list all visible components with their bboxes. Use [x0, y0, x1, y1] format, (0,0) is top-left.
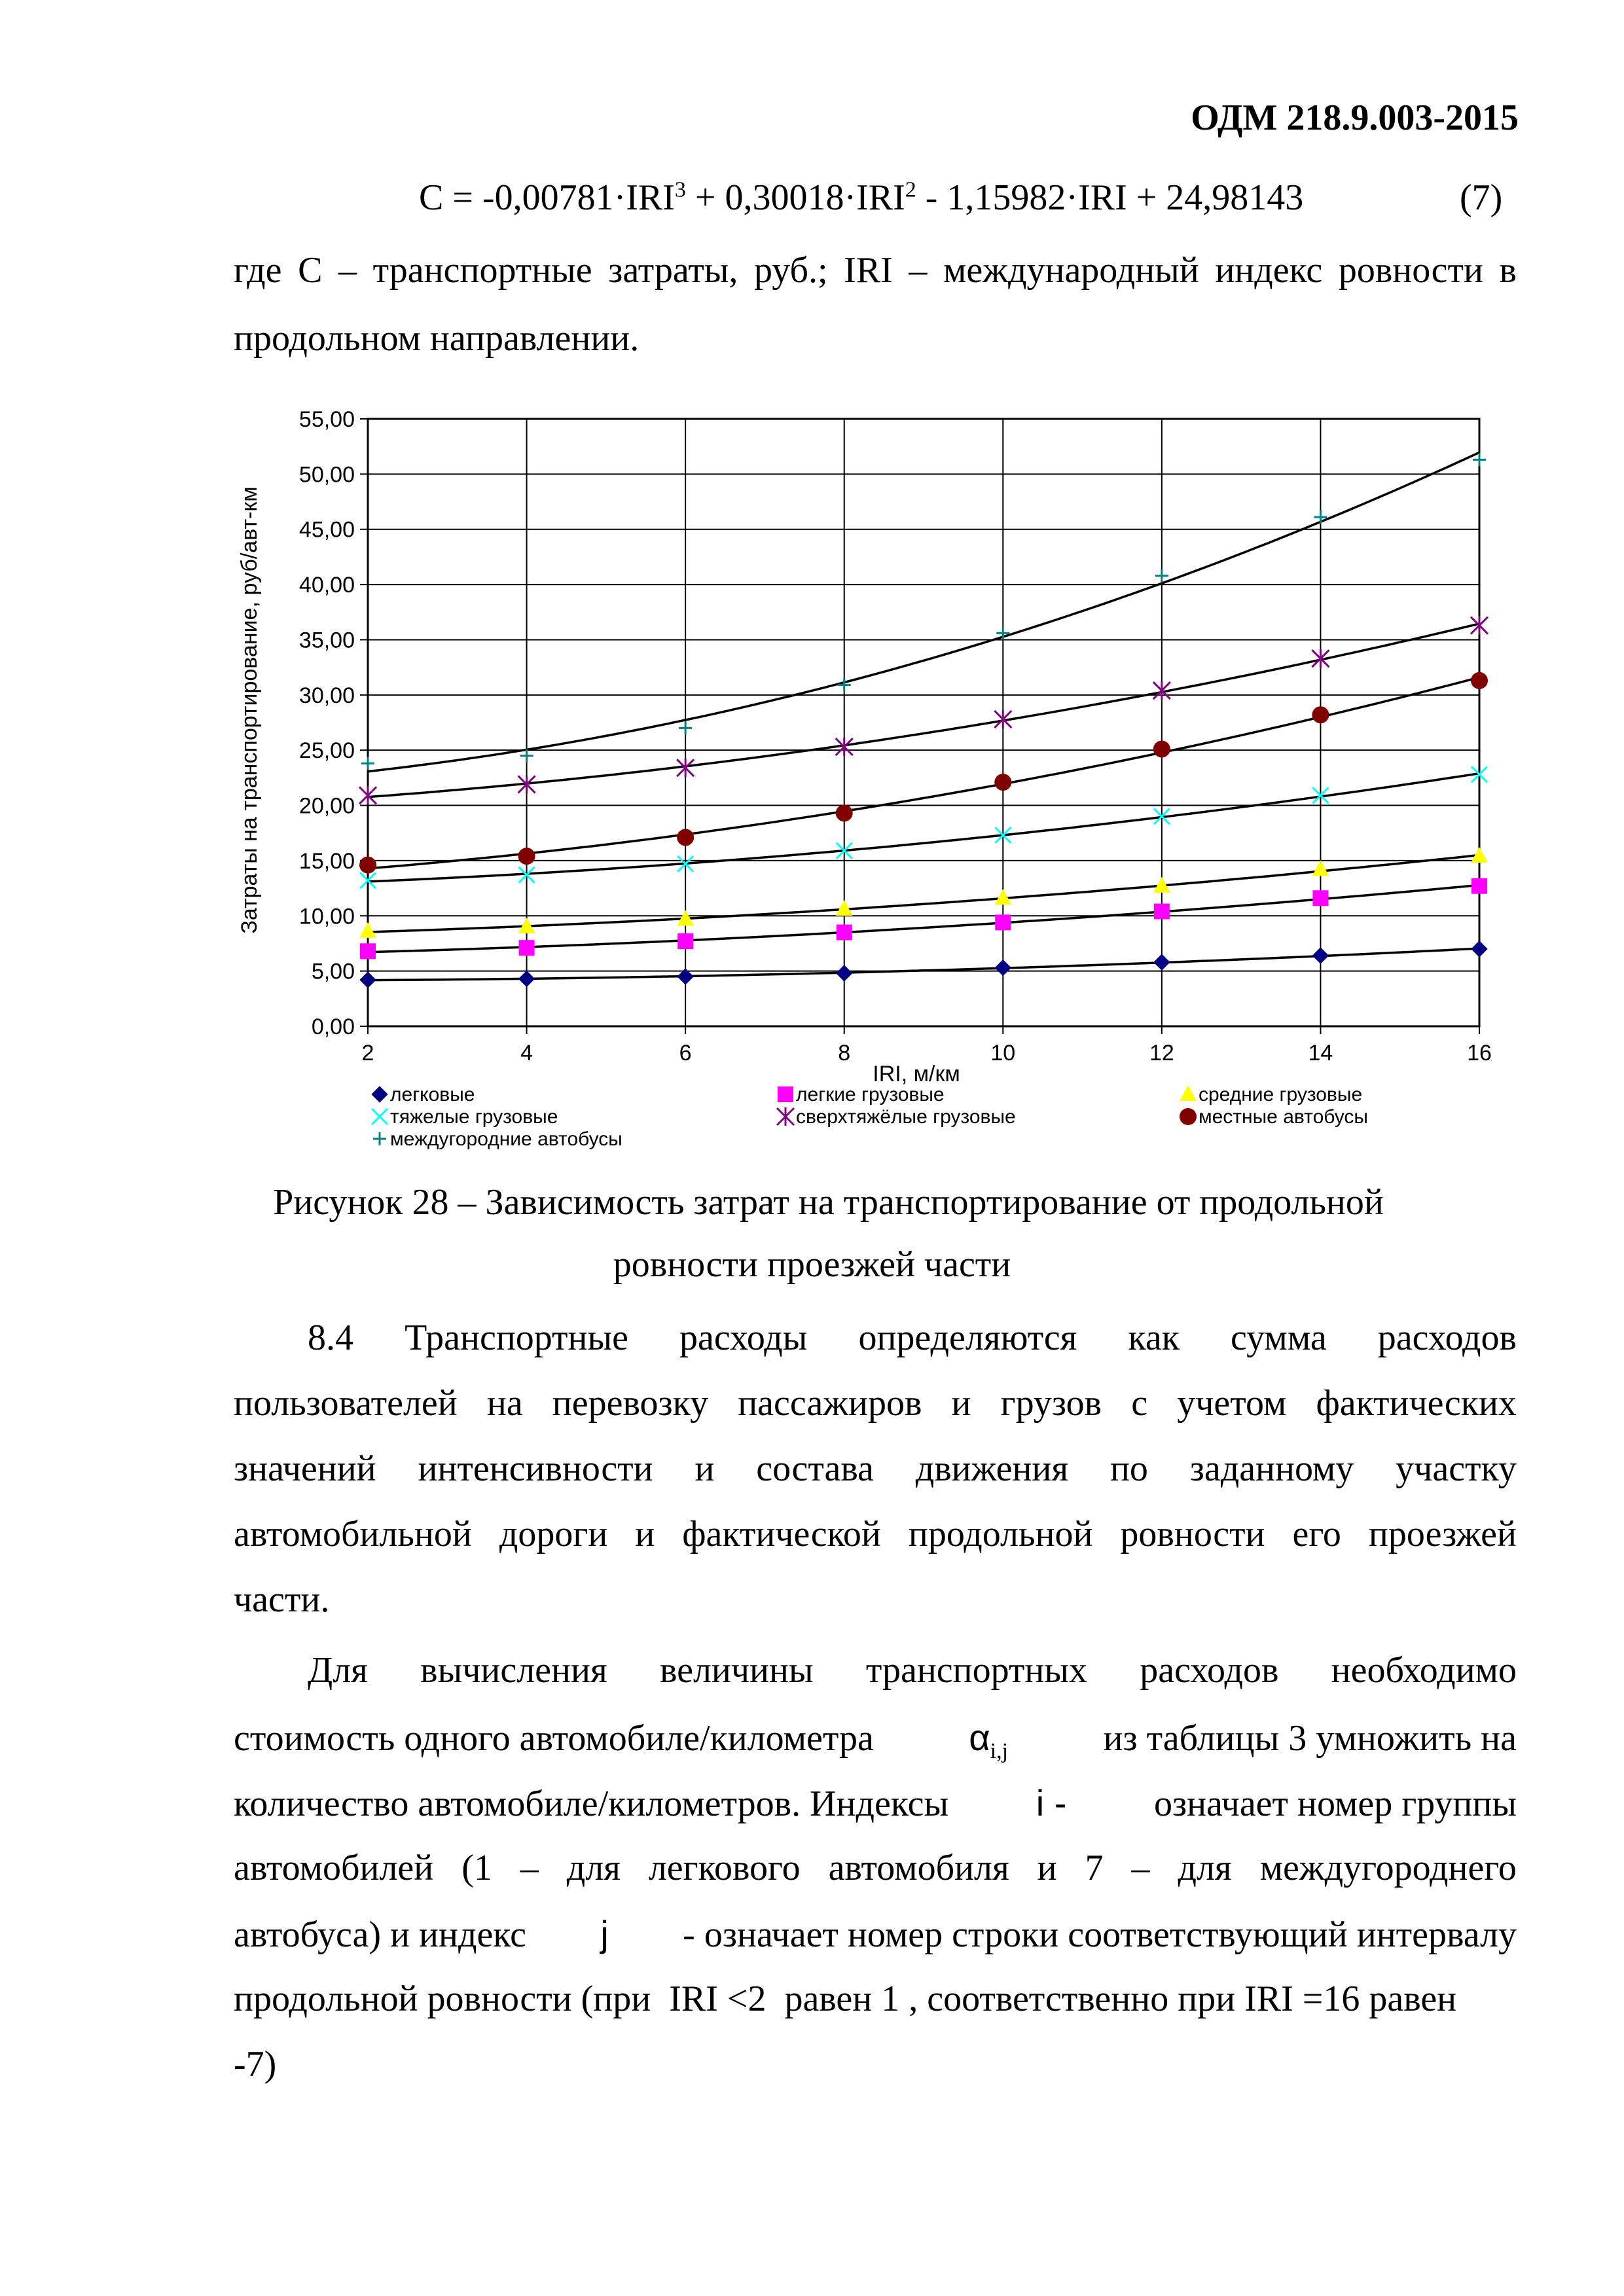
x-tick-label: 4	[520, 1041, 533, 1066]
paragraph-8-4-word: по	[1110, 1448, 1148, 1489]
x-tick-label: 14	[1308, 1041, 1333, 1066]
calc-line-1-word: величины	[659, 1650, 814, 1691]
paragraph-8-4-word: интенсивности	[418, 1448, 653, 1489]
y-tick-label: 55,00	[298, 407, 355, 432]
data-point	[778, 1086, 793, 1102]
data-point	[677, 829, 694, 846]
calc-line-1-word: Для	[308, 1650, 368, 1691]
calc-line-4-word: (1	[461, 1848, 492, 1888]
paragraph-8-4-word: пользователей	[234, 1383, 458, 1424]
data-point	[1180, 1085, 1197, 1101]
legend-item	[372, 1106, 558, 1128]
legend-label: средние грузовые	[1199, 1084, 1363, 1105]
data-point	[1154, 954, 1170, 970]
calc-line-4	[234, 1847, 1517, 1889]
calc-line-3-a: количество автомобиле/километров. Индексы	[234, 1784, 949, 1824]
calc-line-5	[234, 1912, 1517, 1956]
paragraph-8-4-word: движения	[915, 1448, 1069, 1489]
legend-label: сверхтяжёлые грузовые	[796, 1106, 1016, 1128]
data-point	[1471, 878, 1487, 894]
legend-label: легковые	[390, 1084, 475, 1105]
paragraph-8-4-line	[234, 1579, 1517, 1621]
x-tick-label: 2	[361, 1041, 374, 1066]
data-point	[1312, 948, 1328, 963]
plot-frame	[368, 419, 1479, 1026]
calc-line-4-word: автомобиля	[828, 1848, 1009, 1888]
calc-line-1-word: расходов	[1140, 1650, 1279, 1691]
legend-label: междугородние автобусы	[390, 1128, 623, 1150]
paragraph-8-4-line	[308, 1317, 1517, 1359]
paragraph-8-4-word: части.	[234, 1579, 330, 1620]
series-trend-line	[368, 677, 1479, 869]
paragraph-8-4-word: дороги	[499, 1514, 608, 1554]
y-tick-label: 45,00	[298, 517, 355, 543]
legend-label: местные автобусы	[1199, 1106, 1368, 1128]
calc-line-1-word: необходимо	[1331, 1650, 1517, 1691]
index-j: j	[600, 1913, 609, 1954]
x-tick-label: 16	[1467, 1041, 1492, 1066]
data-point	[995, 914, 1011, 930]
series-trend-line	[368, 885, 1479, 952]
legend-item	[777, 1106, 1016, 1128]
paragraph-8-4-word: фактической	[682, 1514, 881, 1554]
transport-cost-chart	[223, 399, 1519, 1165]
calc-line-3-b: означает номер группы	[1153, 1784, 1517, 1824]
paragraph-8-4-word: продольной	[908, 1514, 1093, 1554]
calc-line-4-word: –	[1131, 1848, 1150, 1888]
y-tick-label: 25,00	[298, 738, 355, 764]
paragraph-8-4-word: расходы	[679, 1318, 808, 1358]
data-point	[1312, 706, 1329, 723]
chart-legend	[372, 1084, 1368, 1150]
formula-7	[419, 177, 1303, 219]
calc-line-2-a: стоимость одного автомобиле/километра	[234, 1718, 874, 1759]
series-trend-line	[368, 452, 1479, 771]
paragraph-8-4-word: фактических	[1316, 1383, 1517, 1424]
formula-exp-2: 2	[905, 177, 916, 202]
legend-item	[1180, 1084, 1362, 1105]
paragraph-8-4-word: проезжей	[1368, 1514, 1517, 1554]
data-point	[1312, 890, 1328, 906]
calc-line-4-word: –	[520, 1848, 539, 1888]
calc-line-7: -7)	[234, 2044, 277, 2085]
data-point	[1154, 904, 1170, 920]
data-point	[837, 925, 852, 941]
y-tick-label: 50,00	[298, 462, 355, 488]
paragraph-8-4-line	[234, 1513, 1517, 1555]
data-point	[1314, 511, 1327, 524]
x-tick-label: 6	[679, 1041, 692, 1066]
paragraph-8-4-word: грузов	[1000, 1383, 1102, 1424]
paragraph-8-4-word: перевозку	[552, 1383, 709, 1424]
data-point	[519, 940, 535, 956]
calc-line-1	[308, 1649, 1517, 1691]
y-tick-label: 0,00	[311, 1014, 355, 1039]
paragraph-8-4-word: сумма	[1231, 1318, 1327, 1358]
legend-label: легкие грузовые	[796, 1084, 945, 1105]
formula-part-3: - 1,15982·IRI + 24,98143	[916, 177, 1304, 218]
alpha-symbol	[969, 1716, 1008, 1764]
data-point	[360, 943, 376, 959]
definition-line-1: где С – транспортные затраты, руб.; IRI – международный индекс ровности в	[234, 250, 1517, 291]
x-tick-label: 8	[838, 1041, 851, 1066]
data-point	[679, 721, 692, 734]
y-tick-label: 30,00	[298, 683, 355, 708]
document-code: ОДМ 218.9.003-2015	[1191, 98, 1519, 138]
data-point	[677, 933, 693, 949]
paragraph-8-4-word: значений	[234, 1448, 376, 1489]
data-point	[360, 972, 376, 988]
data-point	[777, 1107, 794, 1126]
calc-line-4-word: автомобилей	[234, 1848, 434, 1888]
legend-item	[1180, 1106, 1368, 1128]
y-tick-label: 35,00	[298, 628, 355, 653]
paragraph-8-4-word: пассажиров	[738, 1383, 922, 1424]
paragraph-8-4-word: учетом	[1177, 1383, 1287, 1424]
data-point	[837, 965, 852, 981]
paragraph-8-4-word: 8.4	[308, 1318, 353, 1358]
calc-line-2-b: из таблицы 3 умножить на	[1103, 1718, 1517, 1759]
x-tick-label: 12	[1149, 1041, 1174, 1066]
formula-part-1: C = -0,00781·IRI	[419, 177, 675, 218]
calc-line-4-word: для	[566, 1848, 621, 1888]
data-point	[994, 774, 1011, 791]
data-point	[1471, 672, 1488, 689]
y-tick-label: 5,00	[311, 959, 355, 984]
paragraph-8-4-word: его	[1292, 1514, 1341, 1554]
calc-line-4-word: 7	[1085, 1848, 1104, 1888]
paragraph-8-4-word: как	[1128, 1318, 1180, 1358]
paragraph-8-4-word: определяются	[858, 1318, 1077, 1358]
paragraph-8-4-word: заданному	[1189, 1448, 1354, 1489]
calc-line-4-word: междугороднего	[1259, 1848, 1517, 1888]
series-trend-line	[368, 774, 1479, 882]
paragraph-8-4-line	[234, 1382, 1517, 1424]
paragraph-8-4-line	[234, 1448, 1517, 1490]
formula-part-2: + 0,30018·IRI	[685, 177, 905, 218]
y-tick-label: 20,00	[298, 793, 355, 819]
paragraph-8-4-word: участку	[1396, 1448, 1517, 1489]
paragraph-8-4-word: ровности	[1120, 1514, 1265, 1554]
legend-label: тяжелые грузовые	[390, 1106, 558, 1128]
y-tick-label: 10,00	[298, 904, 355, 929]
series-trend-line	[368, 855, 1479, 933]
paragraph-8-4-word: и	[695, 1448, 715, 1489]
paragraph-8-4-word: с	[1131, 1383, 1148, 1424]
index-i: i -	[1036, 1782, 1067, 1823]
data-point	[372, 1086, 388, 1102]
data-point	[836, 804, 853, 821]
calc-line-2	[234, 1716, 1517, 1764]
calc-line-4-word: легкового	[648, 1848, 801, 1888]
calc-line-1-word: транспортных	[865, 1650, 1087, 1691]
calc-line-5-a: автобуса) и индекс	[234, 1914, 526, 1955]
alpha-subscript: i,j	[990, 1739, 1009, 1764]
data-point	[1471, 941, 1487, 957]
figure-caption-line-2: ровности проезжей части	[613, 1244, 1011, 1285]
paragraph-8-4-word: на	[486, 1383, 523, 1424]
data-point	[373, 1132, 386, 1145]
paragraph-8-4-word: Транспортные	[405, 1318, 628, 1358]
data-point	[1180, 1108, 1197, 1125]
definition-line-2: продольном направлении.	[234, 318, 640, 359]
y-tick-label: 40,00	[298, 573, 355, 598]
data-point	[359, 922, 376, 938]
data-point	[519, 971, 535, 986]
y-tick-label: 15,00	[298, 848, 355, 874]
calc-line-4-word: и	[1037, 1848, 1057, 1888]
series-trend-line	[368, 948, 1479, 980]
figure-caption-line-1: Рисунок 28 – Зависимость затрат на транспортирование от продольной	[273, 1182, 1384, 1223]
alpha-letter: α	[969, 1717, 990, 1758]
x-axis-label: IRI, м/км	[873, 1062, 960, 1086]
paragraph-8-4-word: состава	[756, 1448, 874, 1489]
data-point	[361, 757, 374, 770]
y-axis-label: Затраты на транспортирование, руб/авт-км	[237, 486, 262, 934]
data-point	[359, 857, 376, 874]
x-tick-label: 10	[990, 1041, 1016, 1066]
data-point	[1155, 569, 1168, 583]
formula-exp-3: 3	[674, 177, 686, 202]
data-point	[1312, 860, 1329, 876]
legend-item	[778, 1084, 945, 1105]
calc-line-6: продольной ровности (при IRI <2 равен 1 , соответственно при IRI =16 равен	[234, 1979, 1457, 2019]
calc-line-3	[234, 1782, 1517, 1825]
data-point	[372, 1109, 388, 1124]
data-point	[1153, 740, 1170, 757]
paragraph-8-4-word: расходов	[1377, 1318, 1517, 1358]
calc-line-4-word: для	[1178, 1848, 1232, 1888]
paragraph-8-4-word: и	[951, 1383, 971, 1424]
data-point	[518, 848, 535, 865]
legend-item	[373, 1128, 623, 1150]
paragraph-8-4-word: автомобильной	[234, 1514, 472, 1554]
formula-number: (7)	[1460, 177, 1503, 218]
calc-line-5-b: - означает номер строки соответствующий интервалу	[683, 1914, 1517, 1955]
paragraph-8-4-word: и	[635, 1514, 655, 1554]
legend-item	[372, 1084, 475, 1105]
series-markers	[359, 453, 1488, 988]
chart-grid	[368, 419, 1479, 1026]
y-tick-labels	[299, 407, 355, 1039]
data-point	[995, 960, 1011, 976]
calc-line-1-word: вычисления	[420, 1650, 607, 1691]
